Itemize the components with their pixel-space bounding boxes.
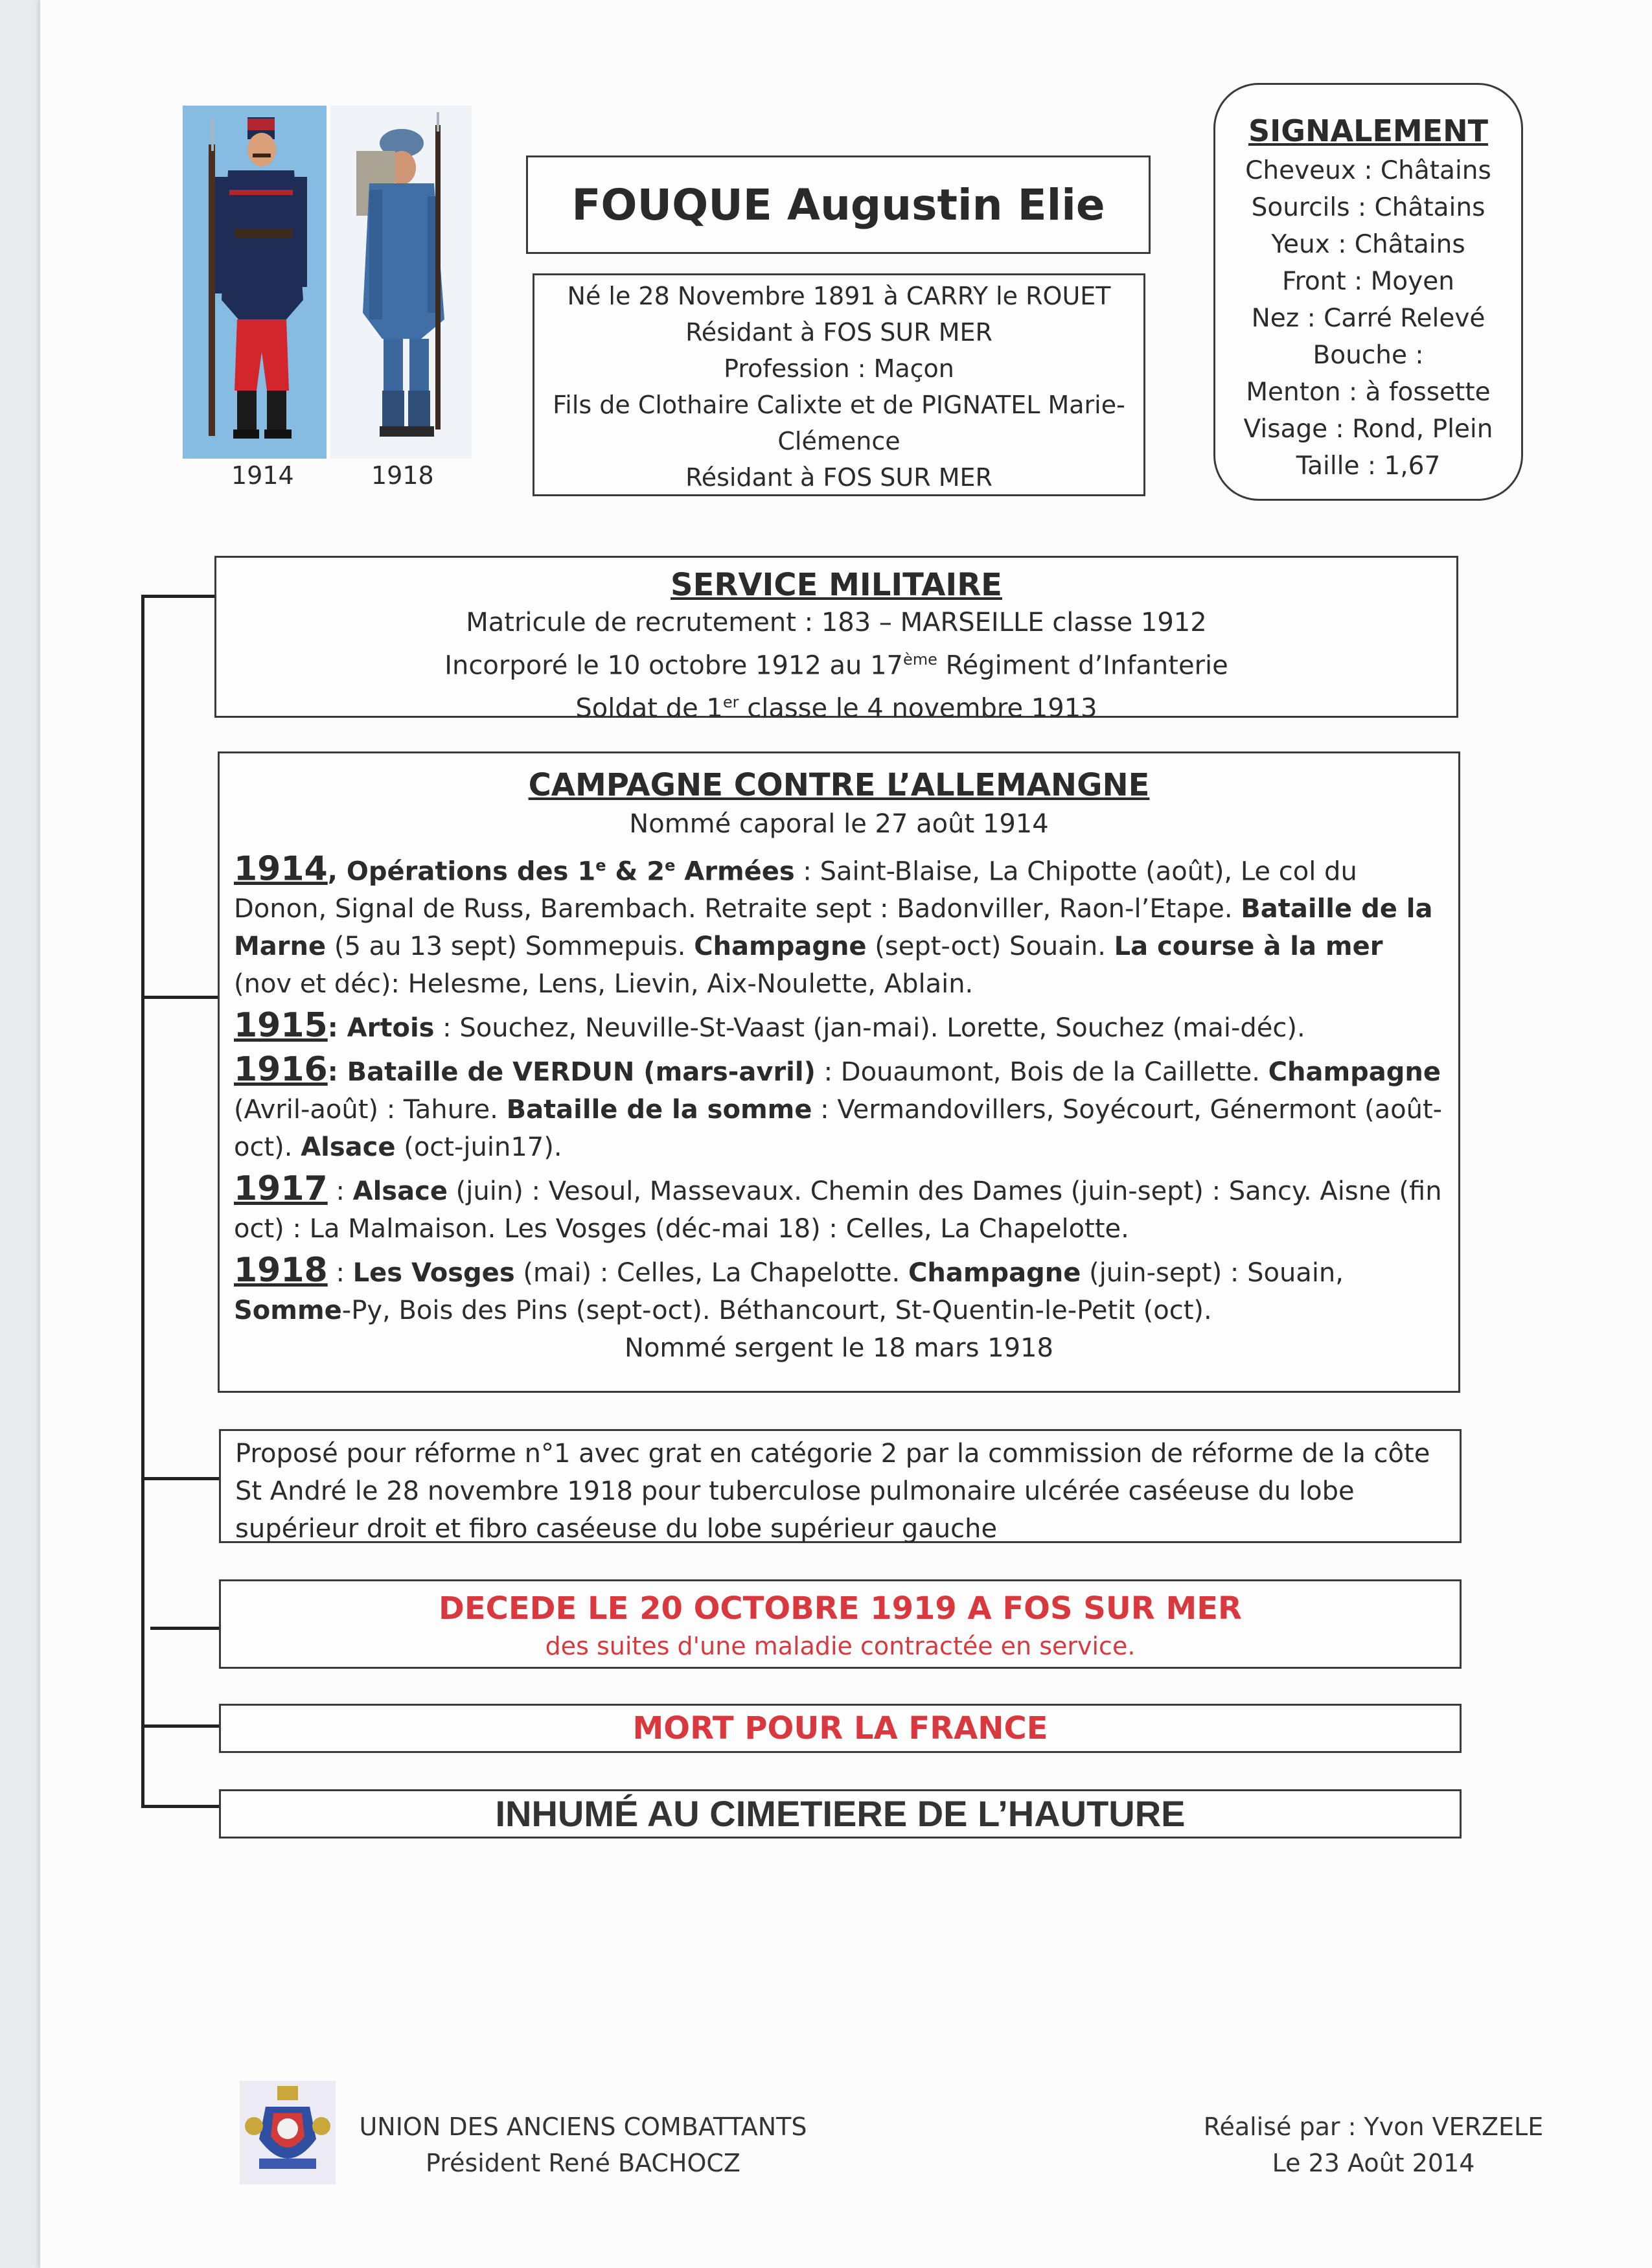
campaign-year-1914: 1914, Opérations des 1e & 2e Armées : Saint-Blaise, La Chipotte (août), Le col du Donon, Signal de Russ, Barembach. Retraite sept : Badonviller, Raon-l’Etape. Bataille de la Marne (5 au 13 sept) Sommepuis. Champagne (sept-oct) Souain. La course à la mer (nov et déc): Helesme, Lens, Lievin, Aix-Noulette, Ablain. [234,849,1433,1000]
signalement-box [1213,83,1523,501]
residence-line-2: Résidant à FOS SUR MER [685,463,992,492]
campaign-year-1915: 1915: Artois : Souchez, Neuville-St-Vaast (jan-mai). Lorette, Souchez (mai-déc). [234,1006,1305,1046]
organization-name: UNION DES ANCIENS COMBATTANTS [359,2113,807,2141]
timeline-branch [141,595,214,598]
reforme-box: Proposé pour réforme n°1 avec grat en catégorie 2 par la commission de réforme de la côte St André le 28 novembre 1918 pour tuberculose pulmonaire ulcérée caséeuse du lobe supérieur droit et fibro caséeuse du lobe supérieur gauche [219,1429,1462,1543]
author-footer [1153,2109,1594,2181]
incorporation-line: Incorporé le 10 octobre 1912 au 17ème Régiment d’Infanterie [444,650,1228,681]
signalement-item: Menton : à fossette [1246,378,1491,407]
author-name: Réalisé par : Yvon VERZELE [1203,2113,1544,2141]
profession-line: Profession : Maçon [724,354,954,383]
portrait-caption-1918: 1918 [371,461,434,490]
signalement-item: Cheveux : Châtains [1245,156,1491,185]
signalement-item: Yeux : Châtains [1271,230,1465,259]
matricule-line: Matricule de recrutement : 183 – MARSEILLE classe 1912 [466,608,1207,637]
signalement-item: Taille : 1,67 [1296,452,1441,481]
soldat-line: Soldat de 1er classe le 4 novembre 1913 [575,693,1097,724]
campagne-heading: CAMPAGNE CONTRE L’ALLEMANGNE [528,767,1150,803]
service-militaire-box [214,556,1458,724]
caporal-line: Nommé caporal le 27 août 1914 [629,809,1049,839]
portrait-caption-1914: 1914 [231,461,294,490]
inhumation-box: INHUMÉ AU CIMETIERE DE L’HAUTURE [219,1789,1462,1838]
timeline-vertical-line [141,595,144,1807]
campaign-year-1917: 1917 : Alsace (juin) : Vesoul, Massevaux. Chemin des Dames (juin-sept) : Sancy. Aisne (fin oct) : La Malmaison. Les Vosges (déc-mai 18) : Celles, La Chapelotte. [234,1169,1442,1244]
signalement-item: Sourcils : Châtains [1251,193,1486,222]
signalement-heading: SIGNALEMENT [1248,113,1488,148]
deces-box [219,1579,1462,1669]
campagne-box [218,751,1460,1393]
residence-line: Résidant à FOS SUR MER [685,318,992,347]
soldier-1914-image [183,106,327,459]
author-date: Le 23 Août 2014 [1272,2149,1475,2177]
soldier-1918-image [330,106,472,459]
organization-footer [350,2109,816,2181]
signalement-item: Bouche : [1313,341,1424,370]
campaign-year-1918: 1918 : Les Vosges (mai) : Celles, La Chapelotte. Champagne (juin-sept) : Souain, Somme-Py, Bois des Pins (sept-oct). Béthancourt, St-Quentin-le-Petit (oct). [234,1251,1344,1326]
soldier-name-title: FOUQUE Augustin Elie [526,155,1151,254]
timeline-branch [144,1477,219,1480]
signalement-item: Front : Moyen [1282,267,1454,296]
deces-line: DECEDE LE 20 OCTOBRE 1919 A FOS SUR MER [439,1590,1242,1627]
deces-cause-line: des suites d'une maladie contractée en service. [545,1632,1136,1660]
sergent-line: Nommé sergent le 18 mars 1918 [625,1333,1053,1364]
signalement-item: Visage : Rond, Plein [1243,415,1493,444]
timeline-branch [144,996,218,999]
parents-line-continued: Clémence [777,427,901,455]
timeline-branch [144,1724,219,1728]
timeline-branch [150,1627,219,1630]
union-emblem-icon [240,2081,336,2184]
identity-box [533,273,1145,496]
signalement-item: Nez : Carré Relevé [1251,304,1486,333]
timeline-branch [141,1805,219,1808]
parents-line: Fils de Clothaire Calixte et de PIGNATEL Marie- [553,391,1125,419]
birth-line: Né le 28 Novembre 1891 à CARRY le ROUET [567,282,1111,310]
organization-president: Président René BACHOCZ [426,2149,740,2177]
mort-pour-la-france-box: MORT POUR LA FRANCE [219,1704,1462,1753]
campaign-year-1916: 1916: Bataille de VERDUN (mars-avril) : Douaumont, Bois de la Caillette. Champagne (Avril-août) : Tahure. Bataille de la somme : Vermandovillers, Soyécourt, Génermont (août-oct). Alsace (oct-juin17). [234,1050,1443,1163]
service-heading: SERVICE MILITAIRE [671,567,1002,603]
